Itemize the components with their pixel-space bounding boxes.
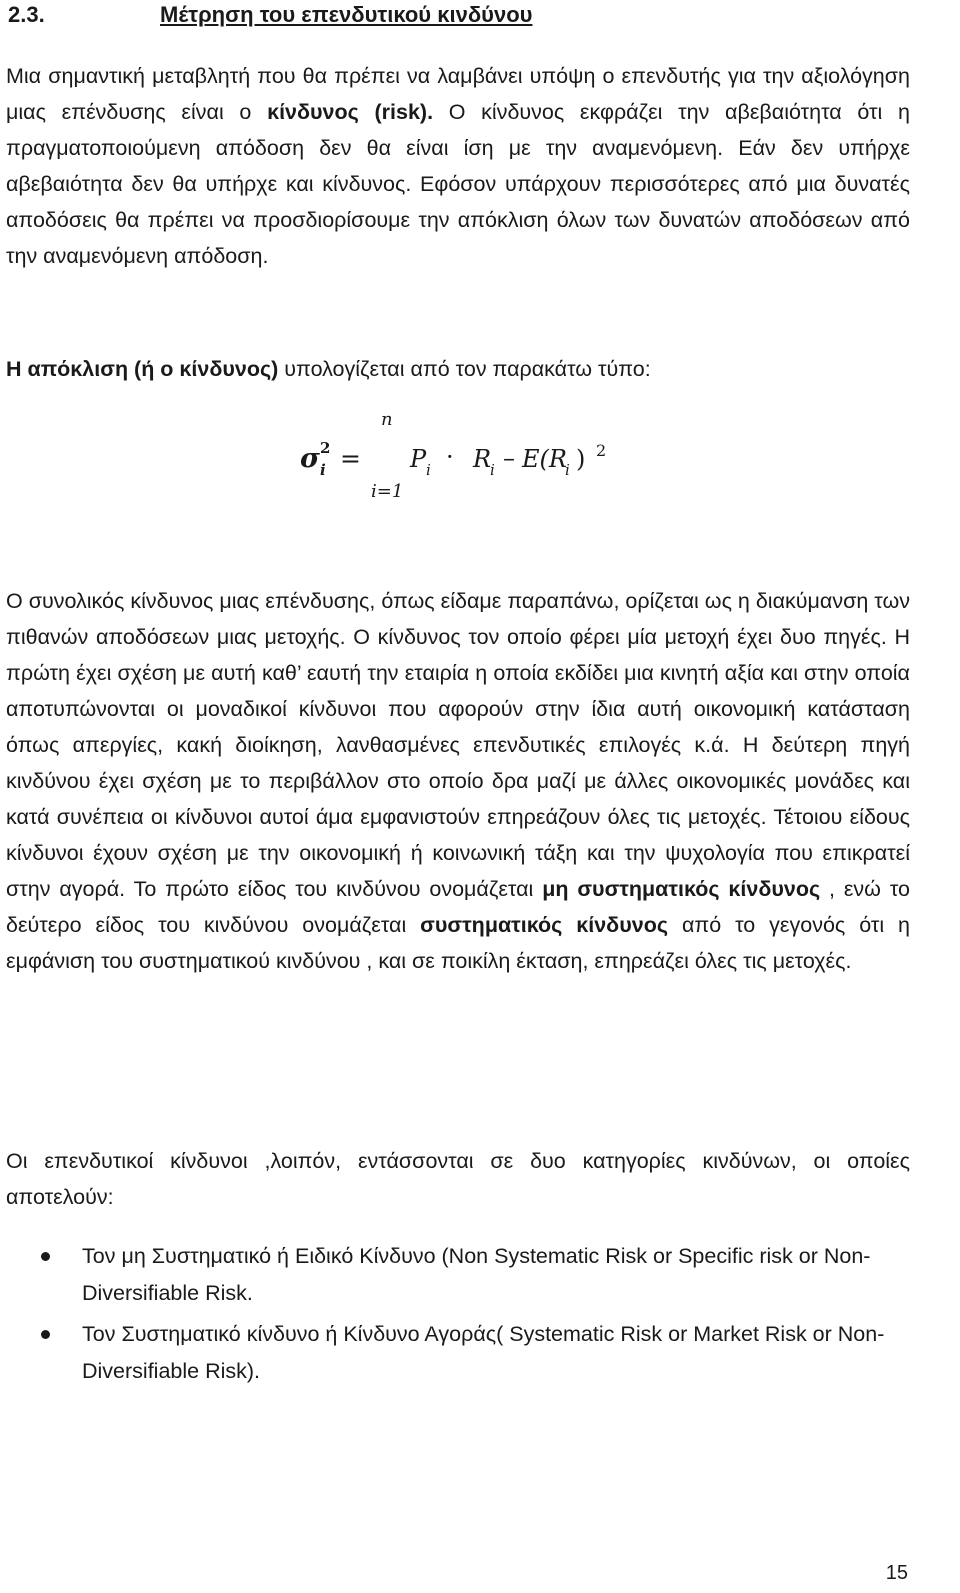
formula-power: 2: [596, 441, 607, 460]
paragraph-text: Μια σημαντική μεταβλητή που θα πρέπει να λαμβάνει υπόψη ο επενδυτής για την αξιολόγηση μιας επένδυσης είναι ο: [6, 64, 910, 124]
formula-r: R: [473, 445, 492, 473]
bold-term-risk: κίνδυνος (risk).: [267, 100, 434, 124]
bullet-icon: [41, 1252, 50, 1261]
paragraph-formula-intro: [6, 351, 910, 387]
paragraph-text: , ενώ το δεύτερο είδος του κινδύνου ονομάζεται: [6, 877, 910, 937]
formula-minus: –: [503, 444, 515, 472]
formula-p-sub: i: [426, 461, 431, 479]
list-item: [0, 1316, 912, 1390]
paragraph-text: Οι επενδυτικοί κίνδυνοι ,λοιπόν, εντάσσονται σε δυο κατηγορίες κινδύνων, οι οποίες αποτελούν:: [6, 1149, 910, 1209]
section-number: 2.3.: [8, 2, 45, 27]
bold-term-systematic: συστηματικός κίνδυνος: [420, 913, 669, 937]
bullet-icon: [41, 1330, 50, 1339]
formula-upper-limit: n: [381, 409, 393, 430]
paragraph-total-risk: [6, 583, 910, 979]
list-item-text: Τον Συστηματικό κίνδυνο ή Κίνδυνο Αγοράς( Systematic Risk or Market Risk or Non-Diversifiable Risk).: [82, 1322, 885, 1383]
section-heading: [8, 0, 532, 30]
paragraph-text: Ο κίνδυνος εκφράζει την αβεβαιότητα ότι η πραγματοποιούμενη απόδοση δεν θα είναι ίση με την αναμενόμενη. Εάν δεν υπήρχε αβεβαιότητα δεν θα υπήρχε και κίνδυνος. Εφόσον υπάρχουν περισσότερες από μια δυνατές αποδόσεις θα πρέπει να προσδιορίσουμε την απόκλιση όλων των δυνατών αποδόσεων από την αναμενόμενη απόδοση.: [6, 100, 910, 268]
formula-sigma-sup: 2: [320, 439, 331, 457]
bold-term-unsystematic: μη συστηματικός κίνδυνος: [542, 877, 821, 901]
formula-exp-sub: i: [565, 461, 570, 479]
formula-sigma-sub: i: [320, 461, 326, 479]
list-item-text: Τον μη Συστηματικό ή Ειδικό Κίνδυνο (Non Systematic Risk or Specific risk or Non-Diversifiable Risk.: [82, 1244, 871, 1305]
list-item: [0, 1238, 912, 1312]
paragraph-categories: [6, 1143, 910, 1215]
formula-exp-close: ): [576, 445, 586, 473]
section-title: Μέτρηση του επενδυτικού κινδύνου: [160, 2, 533, 27]
formula-lower-limit: i=1: [371, 481, 404, 502]
paragraph-text: Ο συνολικός κίνδυνος μιας επένδυσης, όπως είδαμε παραπάνω, ορίζεται ως η διακύμανση των πιθανών αποδόσεων μιας μετοχής. Ο κίνδυνος τον οποίο φέρει μία μετοχή έχει δυο πηγές. Η πρώτη έχει σχέση με αυτή καθ’ εαυτή την εταιρία η οποία εκδίδει μια κινητή αξία και στην οποία αποτυπώνονται οι μοναδικοί κίνδυνοι που αφορούν στην ίδια αυτή οικονομική κατάσταση όπως απεργίες, κακή διοίκηση, λανθασμένες επενδυτικές επιλογές κ.ά. Η δεύτερη πηγή κινδύνου έχει σχέση με το περιβάλλον στο οποίο δρα μαζί με άλλες οικονομικές μονάδες και κατά συνέπεια οι κίνδυνοι αυτοί άμα εμφανιστούν επηρεάζουν όλες τις μετοχές. Τέτοιου είδους κίνδυνοι έχουν σχέση με την οικονομική ή κοινωνική τάξη και την ψυχολογία που επικρατεί στην αγορά. Το πρώτο είδος του κινδύνου ονομάζεται: [6, 589, 911, 901]
formula-dot: ·: [446, 443, 454, 471]
risk-categories-list: [0, 1238, 920, 1394]
paragraph-text: από το γεγονός ότι η εμφάνιση του συστηματικού κινδύνου , και σε ποικίλη έκταση, επηρεάζει όλες τις μετοχές.: [6, 913, 910, 973]
formula-p: P: [410, 445, 427, 473]
formula-equals: =: [340, 444, 361, 473]
formula-expectation: E(R: [522, 445, 567, 473]
formula-r-sub: i: [490, 461, 495, 479]
bold-term-deviation: Η απόκλιση (ή ο κίνδυνος): [6, 357, 279, 381]
formula-sigma: σ: [300, 443, 320, 474]
variance-formula: [0, 405, 960, 505]
paragraph-risk-definition: [6, 58, 910, 274]
paragraph-text: υπολογίζεται από τον παρακάτω τύπο:: [278, 357, 651, 381]
page-number: 15: [885, 1562, 908, 1584]
